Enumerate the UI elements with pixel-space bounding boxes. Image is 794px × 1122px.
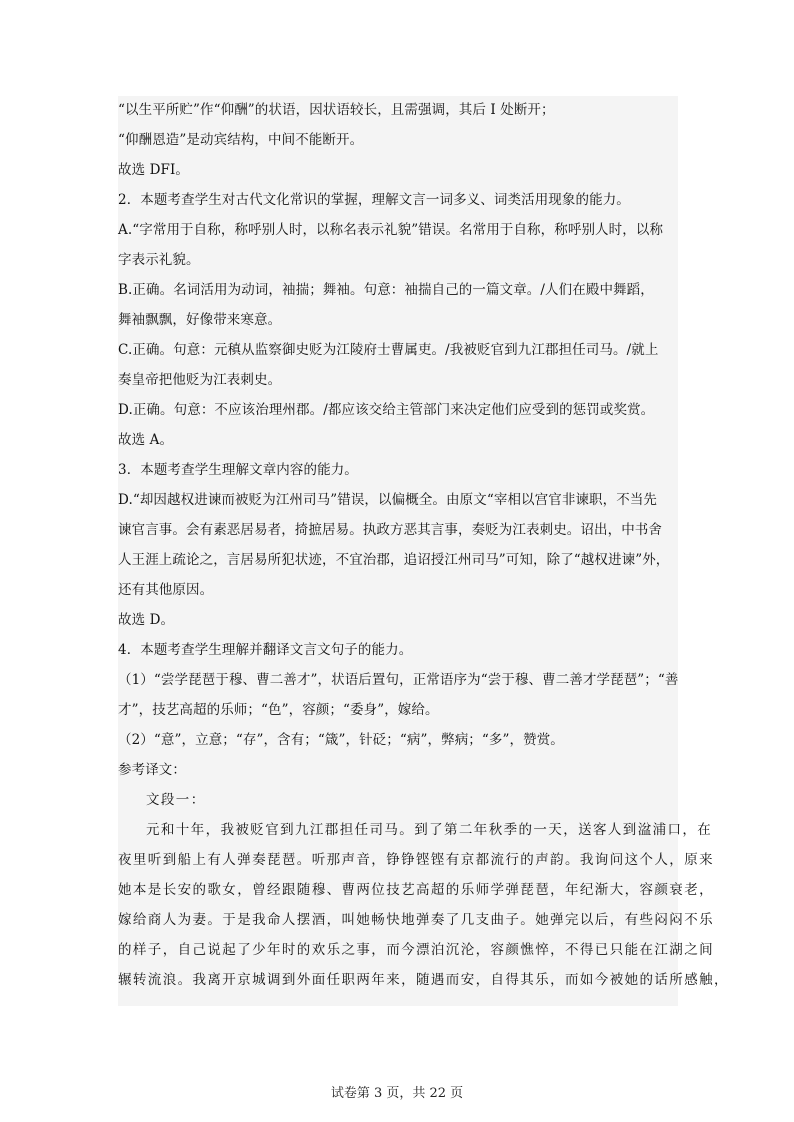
text-line: 故选 A。 [118,432,174,448]
text-line: （2）“意”，立意；“存”，含有；“箴”，针砭；“病”，弊病；“多”，赞赏。 [118,732,564,748]
text-line: 谏官言事。会有素恶居易者，掎摭居易。执政方恶其言事，奏贬为江表刺史。诏出，中书舍 [118,522,662,538]
translation-line: 辗转流浪。我离开京城调到外面任职两年来，随遇而安，自得其乐，而如今被她的话所感触， [118,972,729,988]
translation-line: 她本是长安的歌女，曾经跟随穆、曹两位技艺高超的乐师学弹琵琶，年纪渐大，容颜衰老， [118,882,714,898]
reference-translation-label: 参考译文： [118,762,186,778]
translation-line: 元和十年，我被贬官到九江郡担任司马。到了第二年秋季的一天，送客人到湓浦口，在 [146,822,713,838]
text-line: 还有其他原因。 [118,582,214,598]
text-line: B.正确。名词活用为动词，袖揣；舞袖。句意：袖揣自己的一篇文章。/人们在殿中舞蹈， [118,282,654,298]
text-line: “仰酬恩造”是动宾结构，中间不能断开。 [118,132,364,148]
text-line: “以生平所贮”作“仰酬”的状语，因状语较长，且需强调，其后 I 处断开； [118,102,555,118]
translation-line: 的样子，自己说起了少年时的欢乐之事，而今漂泊沉沦，容颜憔悴，不得已只能在江湖之间 [118,942,714,958]
question-3-heading: 3．本题考查学生理解文章内容的能力。 [118,462,358,478]
translation-heading: 文段一： [146,792,206,808]
question-2-heading: 2．本题考查学生对古代文化常识的掌握，理解文言一词多义、词类活用现象的能力。 [118,192,630,208]
text-line: 奏皇帝把他贬为江表刺史。 [118,372,282,388]
document-body [118,96,729,1006]
translation-line: 夜里听到船上有人弹奏琵琶。听那声音，铮铮铿铿有京都流行的声韵。我询问这个人，原来 [118,852,714,868]
text-line: C.正确。句意：元稹从监察御史贬为江陵府士曹属吏。/我被贬官到九江郡担任司马。/就上 [118,342,659,358]
text-line: 字表示礼貌。 [118,252,200,268]
text-line: 才”，技艺高超的乐师；“色”，容颜；“委身”，嫁给。 [118,702,439,718]
text-line: D.“却因越权进谏而被贬为江州司马”错误，以偏概全。由原文“宰相以宫官非谏职，不当先 [118,492,658,508]
text-line: 人王涯上疏论之，言居易所犯状迹，不宜治郡，追诏授江州司马”可知，除了“越权进谏”外， [118,552,670,568]
text-line: 故选 D。 [118,612,175,628]
translation-line: 嫁给商人为妻。于是我命人摆酒，叫她畅快地弹奏了几支曲子。她弹完以后，有些闷闷不乐 [118,912,714,928]
question-4-heading: 4．本题考查学生理解并翻译文言文句子的能力。 [118,642,413,658]
page-footer: 试卷第 3 页，共 22 页 [330,1086,464,1101]
text-line: 舞袖飘飘，好像带来寒意。 [118,312,282,328]
text-line: A.“字常用于自称，称呼别人时，以称名表示礼貌”错误。名常用于自称，称呼别人时，以称 [118,222,664,238]
text-line: 故选 DFI。 [118,162,190,178]
text-line: （1）“尝学琵琶于穆、曹二善才”，状语后置句，正常语序为“尝于穆、曹二善才学琵琶”；“善 [118,672,679,688]
text-line: D.正确。句意：不应该治理州郡。/都应该交给主管部门来决定他们应受到的惩罚或奖赏。 [118,402,655,418]
